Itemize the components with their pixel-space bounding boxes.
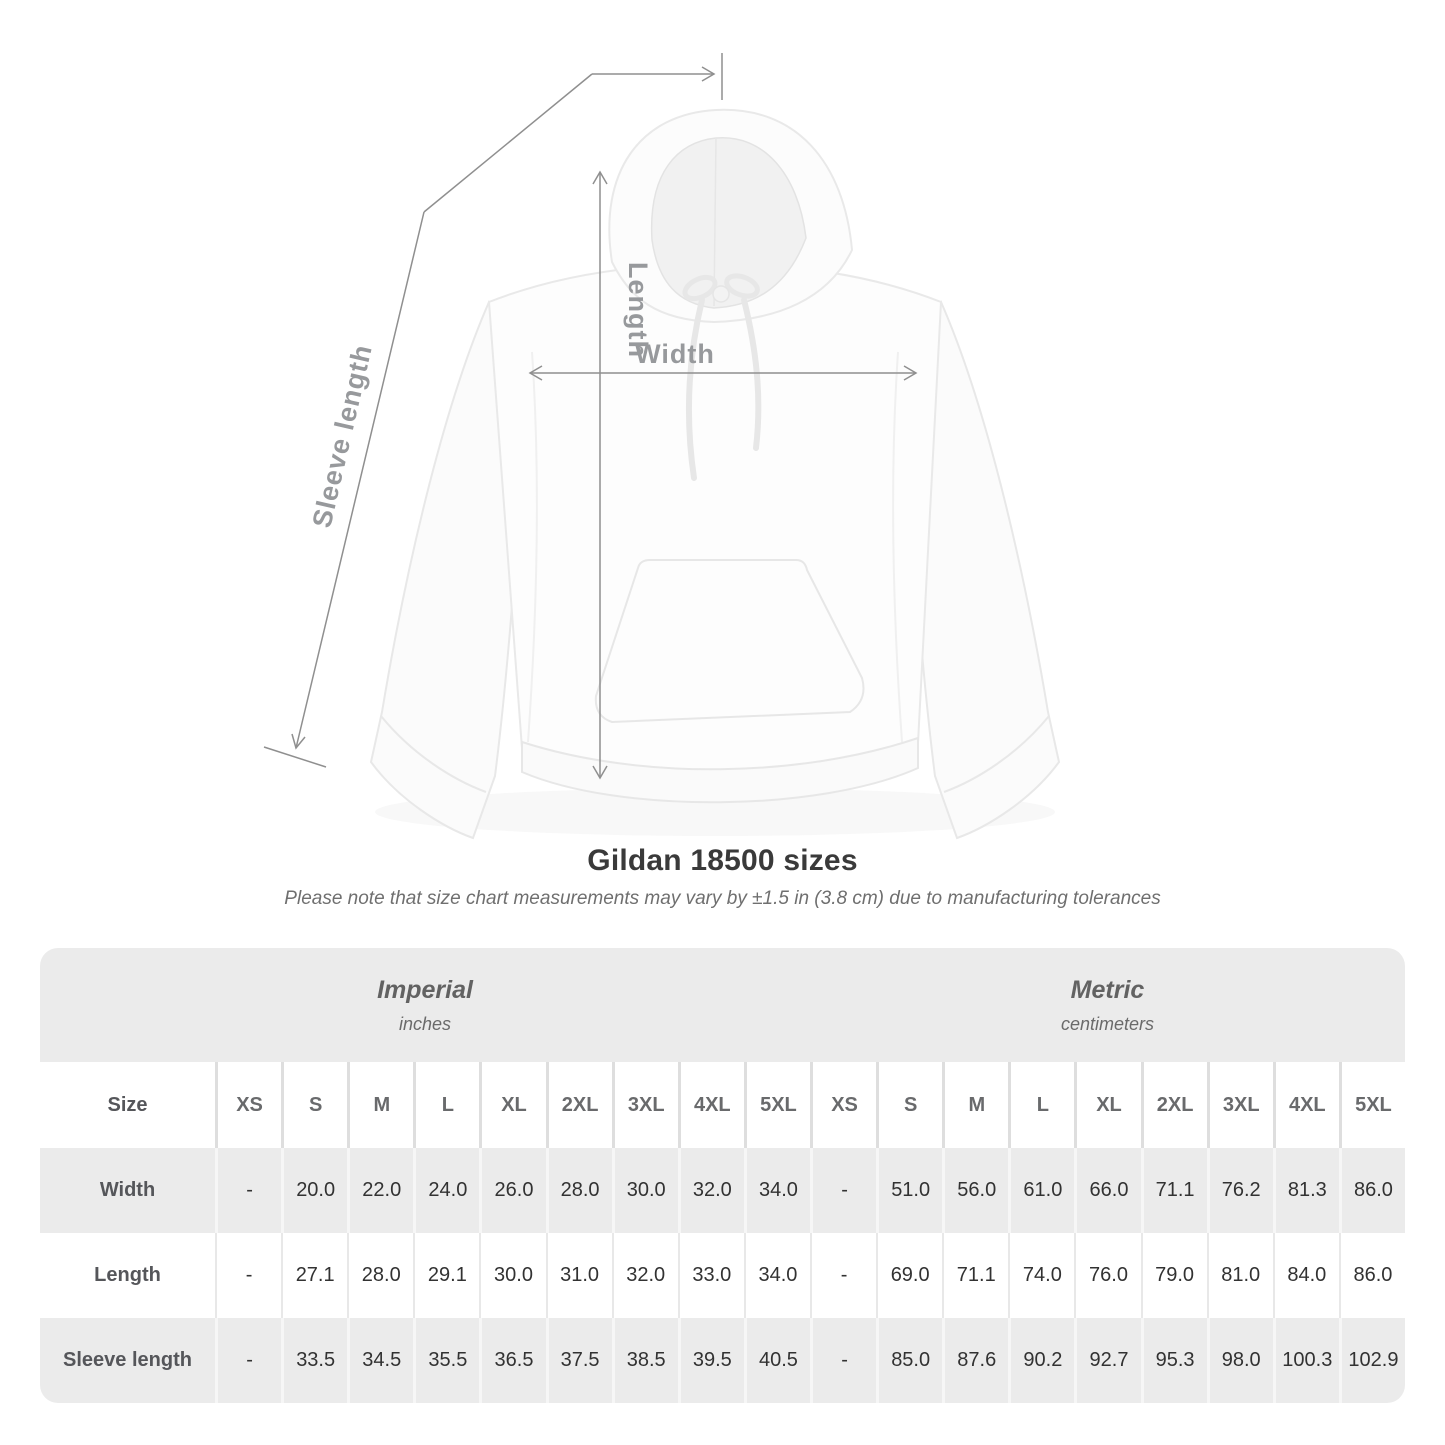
value-cell: - — [810, 1148, 876, 1233]
size-header-cell: M — [942, 1062, 1008, 1148]
value-cell: 29.1 — [413, 1233, 479, 1318]
value-cell: 71.1 — [942, 1233, 1008, 1318]
size-header-cell: 4XL — [678, 1062, 744, 1148]
page-title: Gildan 18500 sizes — [587, 844, 858, 877]
value-cell: 79.0 — [1141, 1233, 1207, 1318]
size-header-row — [40, 1062, 1405, 1148]
value-cell: 84.0 — [1273, 1233, 1339, 1318]
value-cell: 92.7 — [1074, 1318, 1140, 1403]
row-label: Sleeve length — [63, 1349, 192, 1371]
unit-header-row — [40, 948, 1405, 1062]
value-cell: 28.0 — [347, 1233, 413, 1318]
sleeve-bottom-tick — [264, 747, 326, 767]
value-cell: 85.0 — [876, 1318, 942, 1403]
table-body — [40, 1148, 1405, 1403]
value-cell: 66.0 — [1074, 1148, 1140, 1233]
length-label: Length — [623, 262, 653, 358]
width-label: Width — [635, 339, 715, 369]
value-cell: 30.0 — [479, 1233, 545, 1318]
imperial-label: Imperial — [377, 975, 473, 1004]
value-cell: 102.9 — [1339, 1318, 1405, 1403]
metric-unit-header — [810, 948, 1405, 1062]
table-row — [40, 1233, 1405, 1318]
size-header-cell: XS — [215, 1062, 281, 1148]
row-label: Width — [99, 1179, 156, 1201]
value-cell: 27.1 — [281, 1233, 347, 1318]
size-header-cell: XL — [479, 1062, 545, 1148]
value-cell: 39.5 — [678, 1318, 744, 1403]
value-cell: 87.6 — [942, 1318, 1008, 1403]
value-cell: - — [215, 1318, 281, 1403]
size-column-header: Size — [107, 1093, 148, 1116]
size-header-cell: XS — [810, 1062, 876, 1148]
value-cell: - — [810, 1233, 876, 1318]
size-header-cell: 4XL — [1273, 1062, 1339, 1148]
value-cell: 30.0 — [612, 1148, 678, 1233]
value-cell: 37.5 — [546, 1318, 612, 1403]
sleeve-length-label: Sleeve length — [306, 341, 378, 531]
value-cell: 28.0 — [546, 1148, 612, 1233]
drawstring-knot — [713, 286, 729, 302]
size-header-cell: L — [1008, 1062, 1074, 1148]
value-cell: 81.0 — [1207, 1233, 1273, 1318]
value-cell: 76.2 — [1207, 1148, 1273, 1233]
value-cell: 86.0 — [1339, 1148, 1405, 1233]
size-header-cell: 3XL — [1207, 1062, 1273, 1148]
size-header-cell: 5XL — [1339, 1062, 1405, 1148]
value-cell: 95.3 — [1141, 1318, 1207, 1403]
size-table — [40, 948, 1405, 1403]
value-cell: 34.0 — [744, 1148, 810, 1233]
size-header-cell: L — [413, 1062, 479, 1148]
value-cell: 22.0 — [347, 1148, 413, 1233]
size-header-cell: 3XL — [612, 1062, 678, 1148]
value-cell: - — [215, 1233, 281, 1318]
table-row — [40, 1318, 1405, 1403]
value-cell: 32.0 — [612, 1233, 678, 1318]
value-cell: 38.5 — [612, 1318, 678, 1403]
value-cell: 20.0 — [281, 1148, 347, 1233]
tolerance-note: Please note that size chart measurements may vary by ±1.5 in (3.8 cm) due to manufacturing tolerances — [284, 888, 1161, 909]
title-block — [0, 844, 1445, 910]
value-cell: 40.5 — [744, 1318, 810, 1403]
size-header-cell: XL — [1074, 1062, 1140, 1148]
metric-label: Metric — [1070, 975, 1145, 1004]
table-row — [40, 1148, 1405, 1233]
value-cell: 35.5 — [413, 1318, 479, 1403]
value-cell: 69.0 — [876, 1233, 942, 1318]
value-cell: 32.0 — [678, 1148, 744, 1233]
value-cell: 81.3 — [1273, 1148, 1339, 1233]
value-cell: - — [810, 1318, 876, 1403]
row-label: Length — [94, 1264, 161, 1286]
value-cell: 33.5 — [281, 1318, 347, 1403]
value-cell: 31.0 — [546, 1233, 612, 1318]
size-header-cell: 5XL — [744, 1062, 810, 1148]
value-cell: 34.5 — [347, 1318, 413, 1403]
metric-unit: centimeters — [1060, 1013, 1155, 1034]
imperial-unit: inches — [398, 1013, 452, 1034]
value-cell: - — [215, 1148, 281, 1233]
value-cell: 26.0 — [479, 1148, 545, 1233]
value-cell: 98.0 — [1207, 1318, 1273, 1403]
value-cell: 33.0 — [678, 1233, 744, 1318]
size-header-cell: M — [347, 1062, 413, 1148]
value-cell: 76.0 — [1074, 1233, 1140, 1318]
hoodie-illustration — [371, 110, 1059, 838]
value-cell: 51.0 — [876, 1148, 942, 1233]
size-header-cell: S — [876, 1062, 942, 1148]
value-cell: 36.5 — [479, 1318, 545, 1403]
value-cell: 100.3 — [1273, 1318, 1339, 1403]
imperial-unit-header — [40, 948, 810, 1062]
value-cell: 34.0 — [744, 1233, 810, 1318]
value-cell: 74.0 — [1008, 1233, 1074, 1318]
value-cell: 86.0 — [1339, 1233, 1405, 1318]
value-cell: 61.0 — [1008, 1148, 1074, 1233]
value-cell: 56.0 — [942, 1148, 1008, 1233]
size-header-cell: 2XL — [1141, 1062, 1207, 1148]
size-header-cell: 2XL — [546, 1062, 612, 1148]
size-header-cell: S — [281, 1062, 347, 1148]
value-cell: 24.0 — [413, 1148, 479, 1233]
value-cell: 90.2 — [1008, 1318, 1074, 1403]
value-cell: 71.1 — [1141, 1148, 1207, 1233]
